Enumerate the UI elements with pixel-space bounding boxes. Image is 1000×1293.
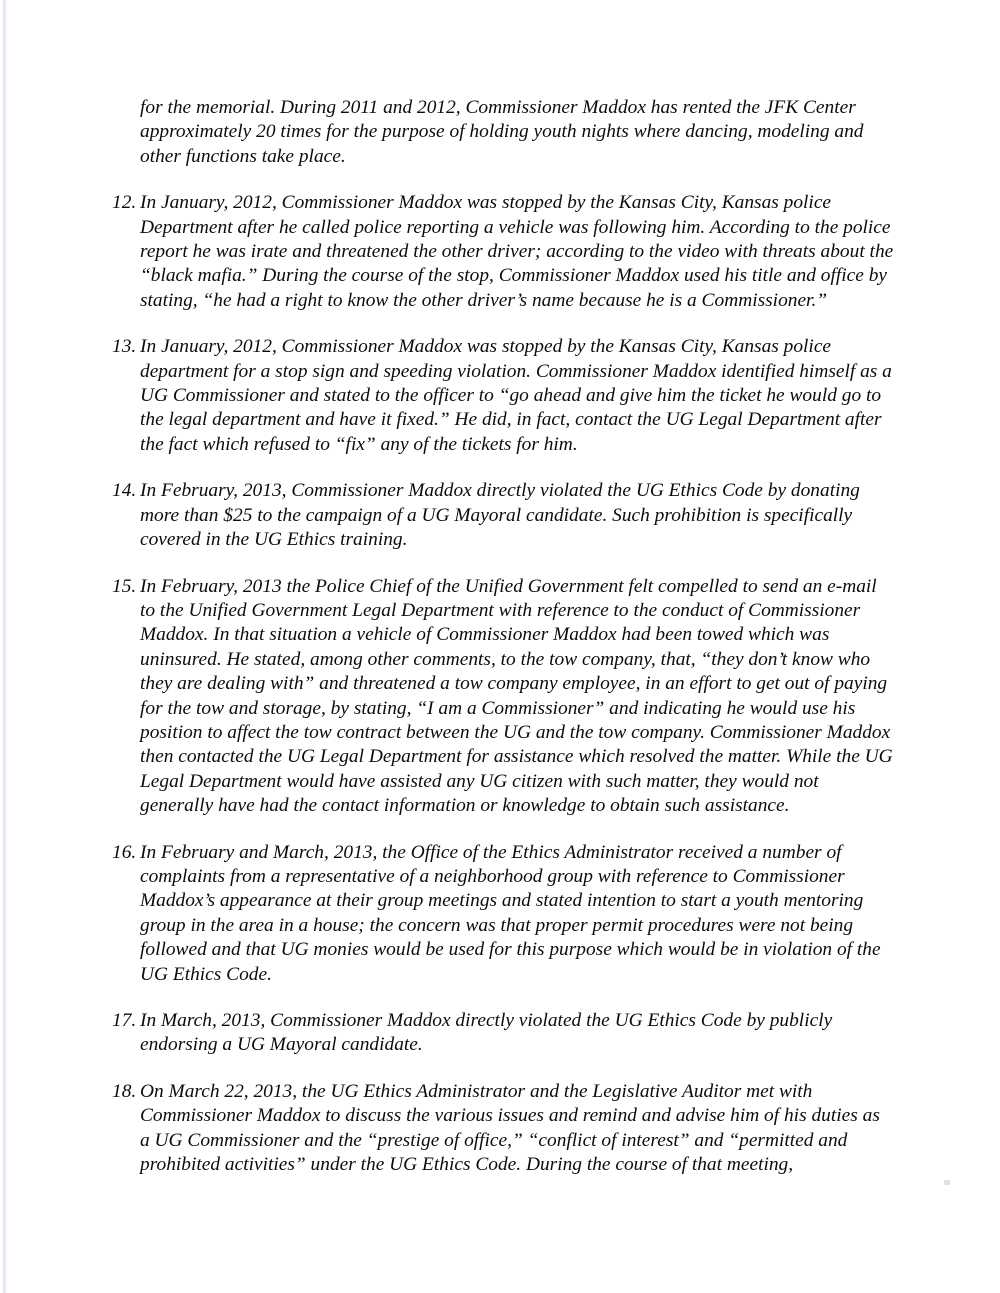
numbered-item-16 — [112, 841, 894, 987]
item-number: 14. — [112, 480, 137, 502]
numbered-item-15 — [112, 575, 894, 819]
numbered-item-14 — [112, 479, 894, 552]
item-text: In January, 2012, Commissioner Maddox was stopped by the Kansas City, Kansas police department for a stop sign and speeding violation. Commissioner Maddox identified himself as a UG Commissioner and stated to the officer to “go ahead and give him the ticket he would go to the legal department and have it fixed.” He did, in fact, contact the UG Legal Department after the fact which refused to “fix” any of the tickets for him. — [140, 336, 892, 455]
scan-edge-artifact — [3, 0, 8, 1293]
item-number: 16. — [112, 841, 137, 863]
numbered-item-18 — [112, 1080, 894, 1178]
document-body — [112, 96, 894, 1177]
item-number: 17. — [112, 1010, 137, 1031]
item-number: 13. — [112, 336, 137, 358]
item-number: 18. — [112, 1080, 137, 1102]
item-number: 12. — [112, 192, 137, 214]
item-text: In February, 2013 the Police Chief of the Unified Government felt compelled to send an e-mail to the Unified Government Legal Department with reference to the conduct of Commissioner Maddox. In that situation a vehicle of Commissioner Maddox had been towed which was uninsured. He stated, among other comments, to the tow company, that, “they don’t know who they are dealing with” and threatened a tow company employee, in an effort to get out of paying for the tow and storage, by stating, “I am a Commissioner” and indicating he would use his position to affect the tow contract between the UG and the tow company. Commissioner Maddox then contacted the UG Legal Department for assistance which resolved the matter. While the UG Legal Department would have assisted any UG citizen with such matter, they would not generally have had the contact information or knowledge to obtain such assistance. — [140, 575, 893, 817]
numbered-item-17 — [112, 1009, 894, 1058]
item-text: In January, 2012, Commissioner Maddox was stopped by the Kansas City, Kansas police Department after he called police reporting a vehicle was following him. According to the police report he was irate and threatened the other driver; according to the video with threats about the “black mafia.” During the course of the stop, Commissioner Maddox used his title and office by stating, “he had a right to know the other driver’s name because he is a Commissioner.” — [140, 192, 894, 311]
item-text: In February, 2013, Commissioner Maddox directly violated the UG Ethics Code by donating more than $25 to the campaign of a UG Mayoral candidate. Such prohibition is specifically covered in the UG Ethics training. — [140, 480, 860, 551]
numbered-item-12 — [112, 191, 894, 313]
numbered-item-13 — [112, 335, 894, 457]
item-text: In March, 2013, Commissioner Maddox directly violated the UG Ethics Code by publicly endorsing a UG Mayoral candidate. — [140, 1010, 833, 1056]
scan-speck-artifact — [944, 1180, 950, 1185]
item-text: In February and March, 2013, the Office of the Ethics Administrator received a number of complaints from a representative of a neighborhood group with reference to Commissioner Maddox’s appearance at their group meetings and stated intention to start a youth mentoring group in the area in a house; the concern was that proper permit procedures were not being followed and that UG monies would be used for this purpose which would be in violation of the UG Ethics Code. — [140, 841, 881, 985]
item-number: 15. — [112, 575, 137, 597]
item-text: On March 22, 2013, the UG Ethics Administrator and the Legislative Auditor met with Commissioner Maddox to discuss the various issues and remind and advise him of his duties as a UG Commissioner and the “prestige of office,” “conflict of interest” and “permitted and prohibited activities” under the UG Ethics Code. During the course of that meeting, — [140, 1080, 880, 1176]
continuation-paragraph: for the memorial. During 2011 and 2012, Commissioner Maddox has rented the JFK Center approximately 20 times for the purpose of holding youth nights where dancing, modeling and other functions take place. — [140, 97, 864, 167]
